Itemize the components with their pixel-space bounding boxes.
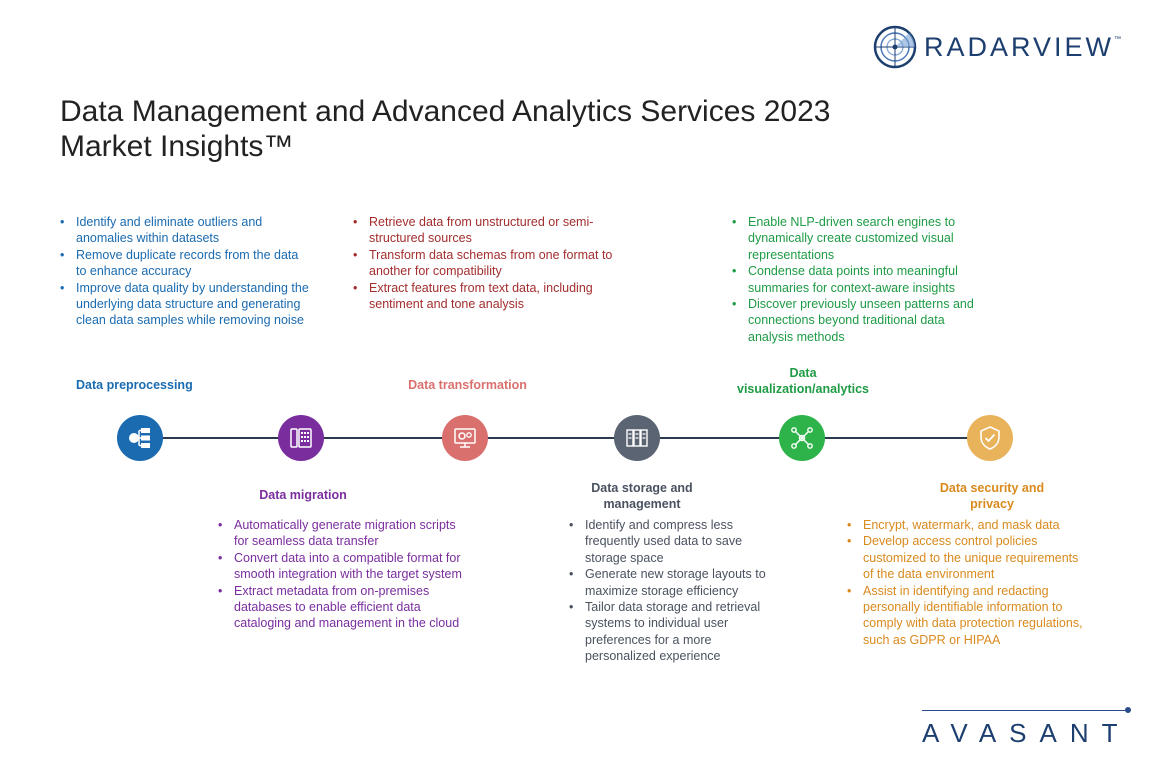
bullet-item: • Convert data into a compatible format for smooth integration with the target system: [218, 550, 463, 583]
server-grid-icon: [287, 424, 315, 452]
timeline-line: [140, 437, 990, 439]
migration-bullets: [218, 517, 463, 632]
node-migration: [278, 415, 324, 461]
footer-dot: [1125, 707, 1131, 713]
monitor-gears-icon: [451, 424, 479, 452]
stage-label-visualization: Data visualization/analytics: [737, 366, 869, 396]
footer-rule: [922, 710, 1128, 711]
bullet-item: • Remove duplicate records from the data to enhance accuracy: [60, 247, 310, 280]
bullet-item: • Generate new storage layouts to maximize storage efficiency: [569, 566, 779, 599]
bullet-item: • Discover previously unseen patterns and connections beyond traditional data analysis methods: [732, 296, 992, 345]
bullet-item: • Enable NLP-driven search engines to dynamically create customized visual representations: [732, 214, 992, 263]
node-visualization: [779, 415, 825, 461]
bullet-item: • Extract features from text data, including sentiment and tone analysis: [353, 280, 613, 313]
avasant-wordmark: AVASANT: [922, 718, 1131, 748]
node-security: [967, 415, 1013, 461]
page-title: [60, 94, 1020, 164]
bullet-item: • Encrypt, watermark, and mask data: [847, 517, 1092, 533]
shield-check-icon: [976, 424, 1004, 452]
bullet-item: • Improve data quality by understanding the underlying data structure and generating clean data samples while removing noise: [60, 280, 310, 329]
bullet-item: • Assist in identifying and redacting personally identifiable information to comply with data protection regulations, such as GDPR or HIPAA: [847, 583, 1092, 649]
title-line-2: Market Insights™: [60, 130, 294, 163]
bullet-item: • Develop access control policies customized to the unique requirements of the data environment: [847, 533, 1092, 582]
stage-label-storage: Data storage and management: [591, 481, 693, 511]
radarview-text: RADARVIEW: [924, 31, 1115, 62]
bullet-item: • Extract metadata from on-premises databases to enable efficient data cataloging and management in the cloud: [218, 583, 463, 632]
stage-label-transformation: Data transformation: [408, 378, 527, 392]
node-preprocessing: [117, 415, 163, 461]
bullet-item: • Identify and eliminate outliers and anomalies within datasets: [60, 214, 310, 247]
node-transformation: [442, 415, 488, 461]
network-nodes-icon: [788, 424, 816, 452]
visualization-bullets: [732, 214, 992, 345]
storage-racks-icon: [623, 424, 651, 452]
radarview-wordmark: [924, 32, 1121, 63]
bullet-item: • Retrieve data from unstructured or semi-structured sources: [353, 214, 613, 247]
stage-label-migration: Data migration: [259, 488, 347, 502]
bullet-item: • Transform data schemas from one format to another for compatibility: [353, 247, 613, 280]
title-line-1: Data Management and Advanced Analytics Services 2023: [60, 95, 831, 128]
stage-label-preprocessing: Data preprocessing: [76, 378, 193, 392]
flowchart-icon: [126, 424, 154, 452]
node-storage: [614, 415, 660, 461]
security-bullets: [847, 517, 1092, 648]
radar-icon: [872, 24, 918, 70]
radarview-logo: [872, 24, 1121, 70]
bullet-item: • Automatically generate migration scripts for seamless data transfer: [218, 517, 463, 550]
preprocessing-bullets: [60, 214, 310, 329]
avasant-logo: [922, 718, 1131, 749]
trademark: ™: [1114, 35, 1122, 43]
bullet-item: • Condense data points into meaningful summaries for context-aware insights: [732, 263, 992, 296]
stage-label-security: Data security and privacy: [939, 481, 1045, 511]
bullet-item: • Tailor data storage and retrieval systems to individual user preferences for a more personalized experience: [569, 599, 779, 665]
transformation-bullets: [353, 214, 613, 312]
bullet-item: • Identify and compress less frequently used data to save storage space: [569, 517, 779, 566]
storage-bullets: [569, 517, 779, 665]
